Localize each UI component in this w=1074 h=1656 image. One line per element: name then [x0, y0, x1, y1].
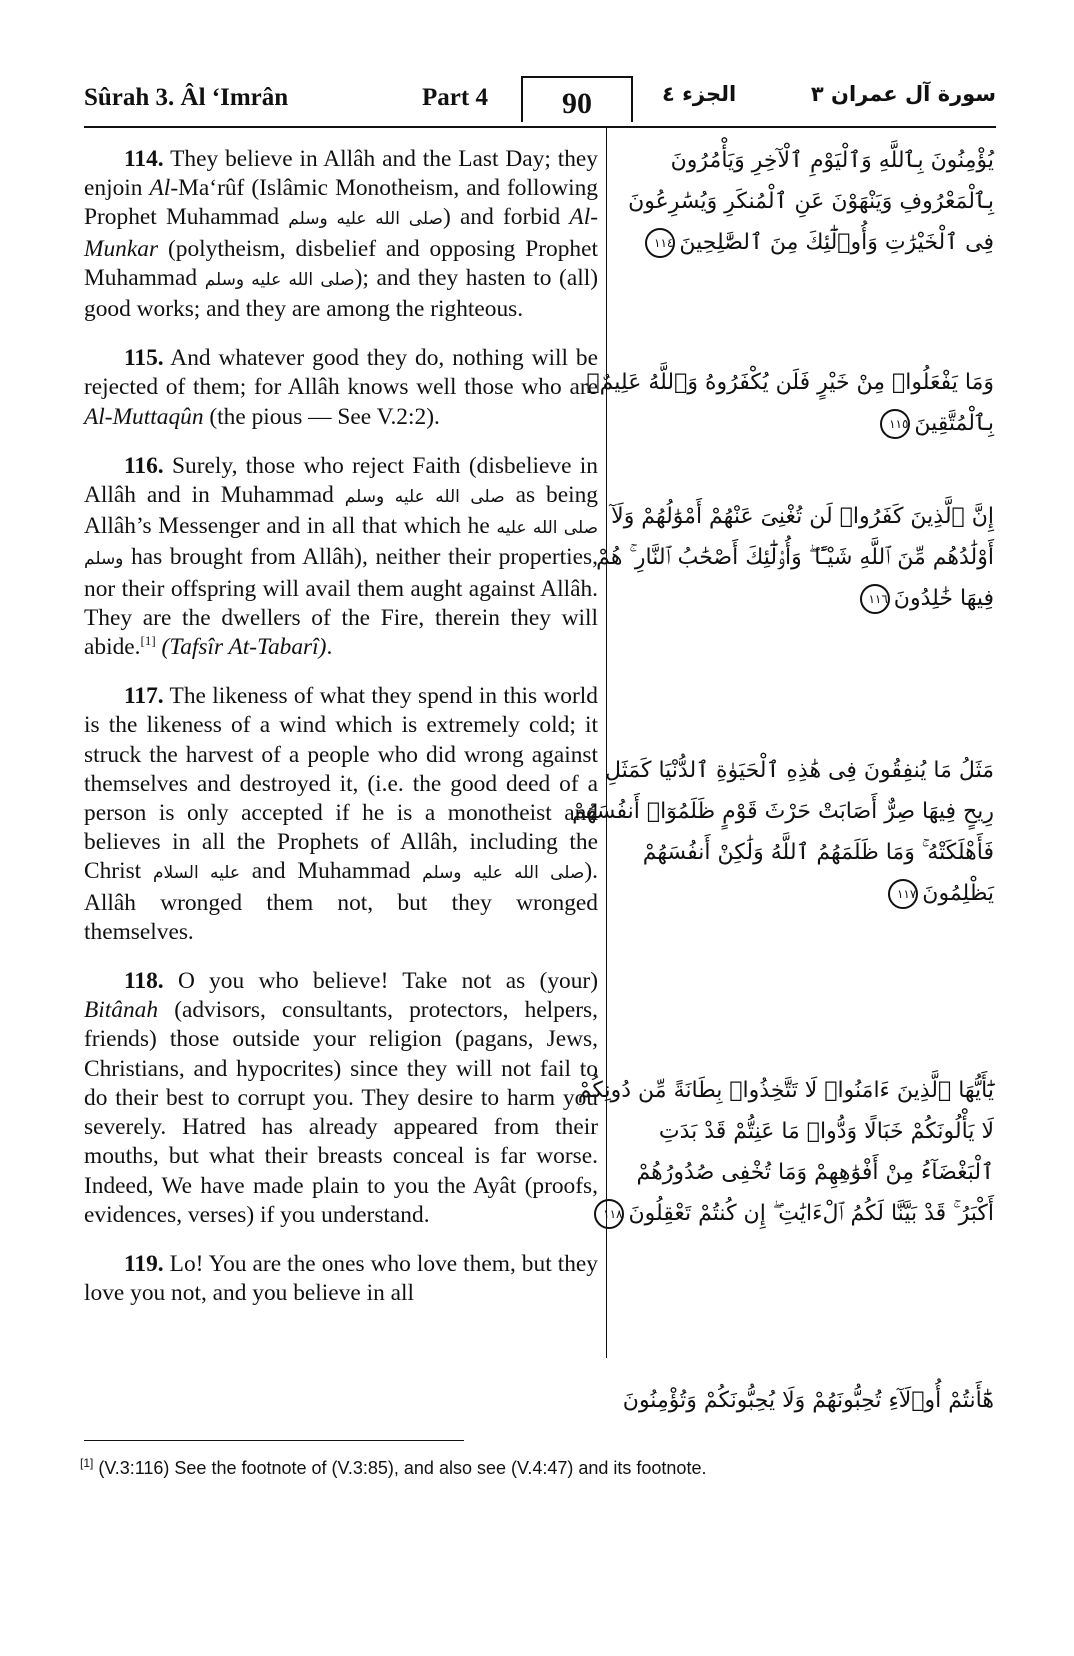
page-header [84, 80, 996, 124]
footnote-marker: [1] [80, 1456, 94, 1470]
verse-118-en: 118. O you who believe! Take not as (your) Bitânah (advisors, consultants, protectors, helpers, friends) those outside your religion (pagans, Jews, Christians, and hypocrites) since they will not fail to do their best to corrupt you. They desire to harm you severely. Hatred has already appeared from their mouths, but what their breasts conceal is far worse. Indeed, We have made plain to you the Ayât (proofs, evidences, verses) if you understand. [84, 968, 598, 1228]
juz-label-ar: الجزء ٤ [662, 82, 737, 106]
surah-title-ar: سورة آل عمران ٣ [810, 82, 996, 106]
ayah-number-marker: ١١٧ [888, 879, 918, 909]
surah-title-en: Sûrah 3. Âl ‘Imrân [84, 84, 289, 111]
column-divider [606, 126, 607, 1358]
footnote-text: (V.3:116) See the footnote of (V.3:85), and also see (V.4:47) and its footnote. [98, 1458, 707, 1478]
ayah-number-marker: ١١٦ [860, 584, 890, 614]
verse-117-en: 117. The likeness of what they spend in this world is the likeness of a wind which is extremely cold; it struck the harvest of a people who did wrong against themselves and destroyed it, (i.e. the good deed of a person is only accepted if he is a monotheist and believes in all the Prophets of Allâh, including the Christ عليه السلام and Muhammad صلى الله عليه وسلم). Allâh wronged them not, but they wronged themselves. [84, 683, 598, 945]
page-number: 90 [521, 76, 633, 122]
header-rule [84, 126, 996, 128]
verse-115-en: 115. And whatever good they do, nothing will be rejected of them; for Allâh knows well those who are Al-Muttaqûn (the pious — See V.2:2). [84, 345, 598, 430]
footnote-ref: [1] [140, 633, 156, 649]
salawat-inline: صلى الله عليه وسلم [84, 518, 599, 570]
verse-119-ar: هَٰٓأَنتُمْ أُو۟لَآءِ تُحِبُّونَهُمْ وَلَا يُحِبُّونَكُمْ وَتُؤْمِنُونَ [622, 1388, 994, 1413]
english-column [84, 145, 598, 1328]
salawat-inline: صلى الله عليه وسلم [344, 487, 505, 508]
salawat-inline: صلى الله عليه وسلم [288, 209, 443, 230]
verse-116-ar: إِنَّ ٱلَّذِينَ كَفَرُوا۟ لَن تُغْنِىَ عَنْهُمْ أَمْوَٰلُهُمْ وَلَآ أَوْلَٰدُهُم مِّنَ ٱللَّهِ شَيْـًٔا ۖ وَأُو۟لَٰٓئِكَ أَصْحَٰبُ ٱلنَّارِ ۚ هُمْ فِيهَا خَٰلِدُونَ١١٦ [630, 496, 994, 619]
verse-118-ar: يَٰٓأَيُّهَا ٱلَّذِينَ ءَامَنُوا۟ لَا تَتَّخِذُوا۟ بِطَانَةً مِّن دُونِكُمْ لَا يَأْلُونَكُمْ خَبَالًا وَدُّوا۟ مَا عَنِتُّمْ قَدْ بَدَتِ ٱلْبَغْضَآءُ مِنْ أَفْوَٰهِهِمْ وَمَا تُخْفِى صُدُورُهُمْ أَكْبَرُ ۚ قَدْ بَيَّنَّا لَكُمُ ٱلْءَايَٰتِ ۖ إِن كُنتُمْ تَعْقِلُونَ١١٨ [630, 1070, 994, 1234]
salam-inline: عليه السلام [152, 863, 241, 884]
salawat-inline: صلى الله عليه وسلم [422, 863, 585, 884]
ayah-number-marker: ١١٤ [645, 228, 675, 258]
footnote-rule [84, 1440, 464, 1441]
verse-114-ar: يُؤْمِنُونَ بِٱللَّهِ وَٱلْيَوْمِ ٱلْآخِرِ وَيَأْمُرُونَ بِٱلْمَعْرُوفِ وَيَنْهَوْنَ عَنِ ٱلْمُنكَرِ وَيُسَٰرِعُونَ فِى ٱلْخَيْرَٰتِ وَأُو۟لَٰٓئِكَ مِنَ ٱلصَّٰلِحِينَ١١٤ [630, 140, 994, 263]
salawat-inline: صلى الله عليه وسلم [204, 269, 355, 290]
part-label: Part 4 [422, 84, 488, 111]
footnote [80, 1456, 706, 1479]
ayah-number-marker: ١١٨ [594, 1199, 624, 1229]
verse-115-ar: وَمَا يَفْعَلُوا۟ مِنْ خَيْرٍ فَلَن يُكْفَرُوهُ وَٱللَّهُ عَلِيمٌۢ بِٱلْمُتَّقِينَ١١٥ [630, 362, 994, 444]
verse-117-ar: مَثَلُ مَا يُنفِقُونَ فِى هَٰذِهِ ٱلْحَيَوٰةِ ٱلدُّنْيَا كَمَثَلِ رِيحٍ فِيهَا صِرٌّ أَصَابَتْ حَرْثَ قَوْمٍ ظَلَمُوٓا۟ أَنفُسَهُمْ فَأَهْلَكَتْهُ ۚ وَمَا ظَلَمَهُمُ ٱللَّهُ وَلَٰكِنْ أَنفُسَهُمْ يَظْلِمُونَ١١٧ [630, 750, 994, 914]
verse-119-en: 119. Lo! You are the ones who love them, but they love you not, and you believe in all [84, 1250, 598, 1307]
verse-116-en: 116. Surely, those who reject Faith (disbelieve in Allâh and in Muhammad صلى الله عليه وسلم as being Allâh’s Messenger and in all that which he صلى الله عليه وسلم has brought from Allâh), neither their properties, nor their offspring will avail them aught against Allâh. They are the dwellers of the Fire, therein they will abide.[1] (Tafsîr At-Tabarî). [84, 452, 599, 661]
verse-114-en: 114. They believe in Allâh and the Last Day; they enjoin Al-Ma‘rûf (Islâmic Monotheism, and following Prophet Muhammad صلى الله عليه وسلم) and forbid Al-Munkar (polytheism, disbelief and opposing Prophet Muhammad صلى الله عليه وسلم); and they hasten to (all) good works; and they are among the righteous. [84, 146, 598, 323]
ayah-number-marker: ١١٥ [880, 409, 910, 439]
